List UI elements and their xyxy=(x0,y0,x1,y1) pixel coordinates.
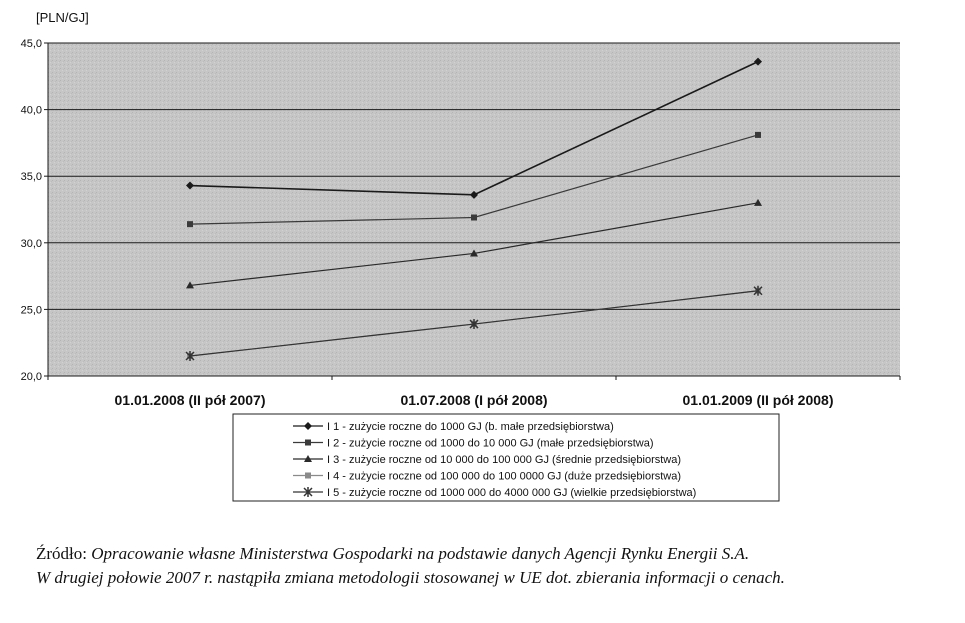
data-point xyxy=(755,132,761,138)
x-axis xyxy=(48,376,900,408)
source-label: Źródło: xyxy=(36,544,87,563)
y-tick-label: 45,0 xyxy=(20,38,42,50)
legend-item xyxy=(293,487,696,499)
legend-item xyxy=(293,438,654,450)
x-tick-label: 01.07.2008 (I pół 2008) xyxy=(400,392,548,408)
data-point xyxy=(471,214,477,220)
legend-marker xyxy=(305,440,311,446)
legend-label: I 5 - zużycie roczne od 1000 000 do 4000 000 GJ (wielkie przedsiębiorstwa) xyxy=(327,487,697,499)
methodology-note: W drugiej połowie 2007 r. nastąpiła zmiana metodologii stosowanej w UE dot. zbierania informacji o cenach. xyxy=(36,568,785,587)
data-point xyxy=(187,221,193,227)
y-tick-label: 35,0 xyxy=(20,171,42,184)
y-tick-label: 20,0 xyxy=(20,371,42,383)
source-note xyxy=(36,542,951,590)
legend-item xyxy=(293,421,614,433)
legend-label: I 3 - zużycie roczne od 10 000 do 100 000 GJ (średnie przedsiębiorstwa) xyxy=(327,454,682,466)
legend-item xyxy=(293,471,681,483)
legend-label: I 4 - zużycie roczne od 100 000 do 100 0000 GJ (duże przedsiębiorstwa) xyxy=(327,470,682,483)
y-tick-label: 40,0 xyxy=(20,104,42,117)
legend-item xyxy=(293,454,681,466)
legend-label: I 1 - zużycie roczne do 1000 GJ (b. małe przedsiębiorstwa) xyxy=(327,421,614,433)
x-tick-label: 01.01.2009 (II pół 2008) xyxy=(682,392,834,408)
source-text: Opracowanie własne Ministerstwa Gospodarki na podstawie danych Agencji Rynku Energii S.A. xyxy=(91,544,750,563)
legend-label: I 2 - zużycie roczne od 1000 do 10 000 GJ (małe przedsiębiorstwa) xyxy=(327,437,654,450)
x-tick-label: 01.01.2008 (II pół 2007) xyxy=(114,392,266,408)
y-tick-label: 30,0 xyxy=(20,237,42,250)
y-tick-label: 25,0 xyxy=(20,304,42,317)
y-axis xyxy=(21,38,48,383)
legend xyxy=(233,414,779,501)
unit-label: [PLN/GJ] xyxy=(36,10,89,25)
legend-marker xyxy=(305,473,311,479)
